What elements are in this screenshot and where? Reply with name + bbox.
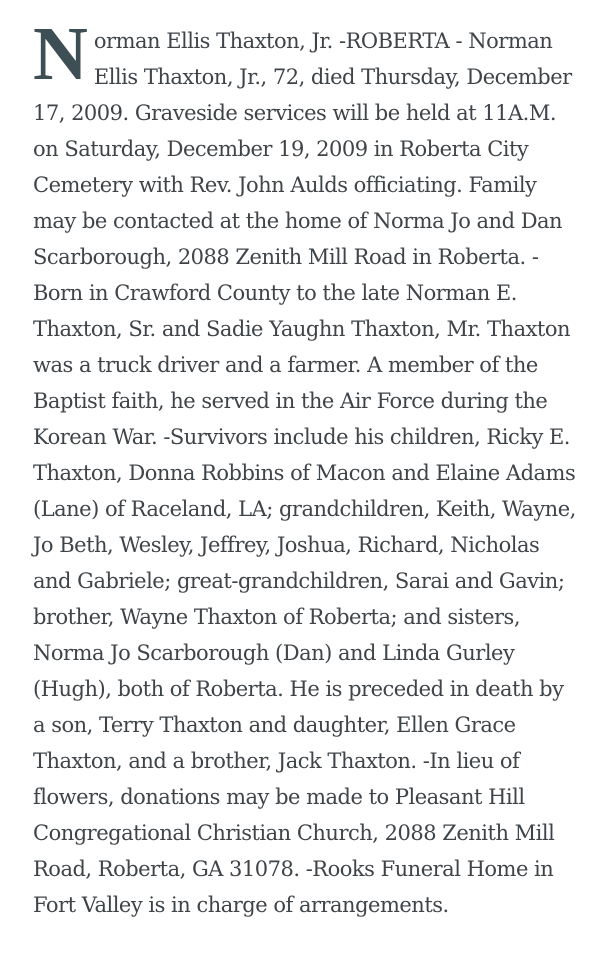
- obituary-body-text: orman Ellis Thaxton, Jr. -ROBERTA - Norman Ellis Thaxton, Jr., 72, died Thursday, December 17, 2009. Graveside services will be held at 11A.M. on Saturday, December 19, 2009 in Roberta City Cemetery with Rev. John Aulds officiating. Family may be contacted at the home of Norma Jo and Dan Scarborough, 2088 Zenith Mill Road in Roberta. -Born in Crawford County to the late Norman E. Thaxton, Sr. and Sadie Yaughn Thaxton, Mr. Thaxton was a truck driver and a farmer. A member of the Baptist faith, he served in the Air Force during the Korean War. -Survivors include his children, Ricky E. Thaxton, Donna Robbins of Macon and Elaine Adams (Lane) of Raceland, LA; grandchildren, Keith, Wayne, Jo Beth, Wesley, Jeffrey, Joshua, Richard, Nicholas and Gabriele; great-grandchildren, Sarai and Gavin; brother, Wayne Thaxton of Roberta; and sisters, Norma Jo Scarborough (Dan) and Linda Gurley (Hugh), both of Roberta. He is preceded in death by a son, Terry Thaxton and daughter, Ellen Grace Thaxton, and a brother, Jack Thaxton. -In lieu of flowers, donations may be made to Pleasant Hill Congregational Christian Church, 2088 Zenith Mill Road, Roberta, GA 31078. -Rooks Funeral Home in Fort Valley is in charge of arrangements.: [33, 29, 576, 917]
- obituary-text-block: [33, 12, 581, 923]
- drop-cap-letter: N: [33, 12, 88, 96]
